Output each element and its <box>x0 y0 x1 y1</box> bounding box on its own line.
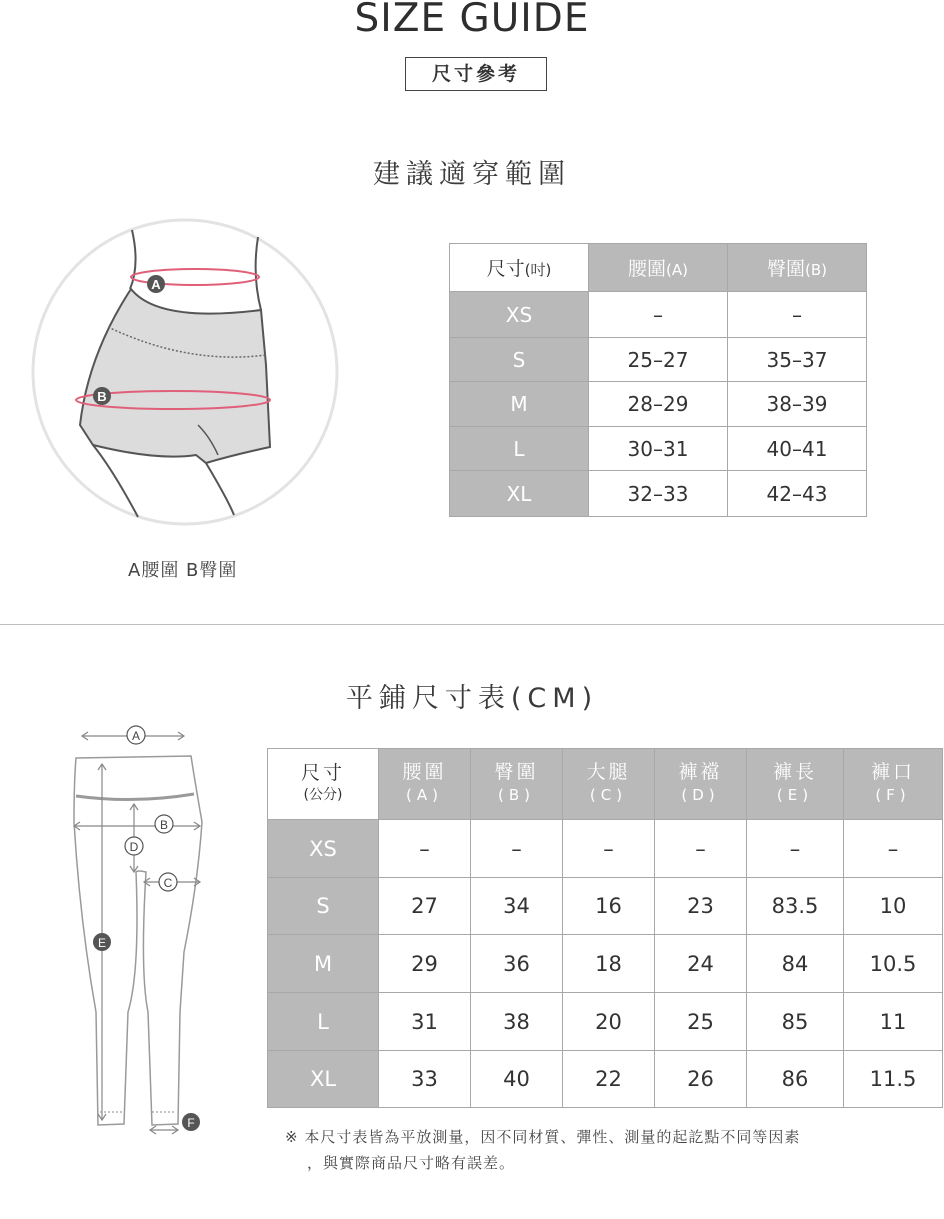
size-label: S <box>268 878 379 935</box>
table-row <box>450 382 867 427</box>
marker-c: C <box>163 876 173 890</box>
table-row <box>268 1051 943 1108</box>
table2-header-hem: 褲口 (F) <box>844 749 943 820</box>
size-label: XS <box>450 292 589 338</box>
table-row <box>450 292 867 338</box>
page-subtitle: 尺寸參考 <box>405 57 547 91</box>
table-cell: – <box>589 292 728 338</box>
table-cell: 28–29 <box>589 382 728 427</box>
size-label: M <box>450 382 589 427</box>
table-cell: 11 <box>844 993 943 1051</box>
note-line-1: ※ 本尺寸表皆為平放測量，因不同材質、彈性、測量的起訖點不同等因素 <box>285 1128 801 1146</box>
size-label: M <box>268 935 379 993</box>
section1-title: 建議適穿範圍 <box>373 159 571 190</box>
size-label: S <box>450 338 589 382</box>
table-cell: 25–27 <box>589 338 728 382</box>
table-cell: 25 <box>655 993 747 1051</box>
table1-header-waist: 腰圍(A) <box>589 244 728 292</box>
table-cell: 10.5 <box>844 935 943 993</box>
table-cell: – <box>747 820 844 878</box>
table-row <box>450 427 867 471</box>
table-cell: 31 <box>379 993 471 1051</box>
table-cell: 32–33 <box>589 471 728 517</box>
table-cell: 38 <box>471 993 563 1051</box>
diagram-caption: A腰圍 B臀圍 <box>128 560 238 581</box>
table-cell: 26 <box>655 1051 747 1108</box>
table2-corner: 尺寸 (公分) <box>268 749 379 820</box>
table-cell: 38–39 <box>728 382 867 427</box>
marker-b: B <box>97 389 107 404</box>
table-cell: 24 <box>655 935 747 993</box>
table-cell: 85 <box>747 993 844 1051</box>
table-cell: – <box>655 820 747 878</box>
leggings-diagram <box>60 722 220 1142</box>
table-row <box>268 993 943 1051</box>
table-cell: 83.5 <box>747 878 844 935</box>
marker-a: A <box>131 729 141 743</box>
section-divider <box>0 624 944 625</box>
table-row <box>268 935 943 993</box>
table-row <box>268 820 943 878</box>
table-cell: 20 <box>563 993 655 1051</box>
note-line-2: ，與實際商品尺寸略有誤差。 <box>307 1154 516 1172</box>
table2-header-thigh: 大腿 (C) <box>563 749 655 820</box>
marker-b: B <box>159 818 169 832</box>
table1-header-hip: 臀圍(B) <box>728 244 867 292</box>
marker-f: F <box>187 1116 195 1130</box>
table2-header-rise: 褲襠 (D) <box>655 749 747 820</box>
table-cell: 42–43 <box>728 471 867 517</box>
measurement-note <box>285 1124 800 1176</box>
size-label: XS <box>268 820 379 878</box>
table2-header-waist: 腰圍 (A) <box>379 749 471 820</box>
marker-a: A <box>151 277 161 292</box>
size-label: XL <box>450 471 589 517</box>
table-cell: 23 <box>655 878 747 935</box>
table2-header-length: 褲長 (E) <box>747 749 844 820</box>
table-cell: 86 <box>747 1051 844 1108</box>
page-title: SIZE GUIDE <box>354 0 590 41</box>
table-cell: – <box>844 820 943 878</box>
table-cell: – <box>728 292 867 338</box>
table-row <box>450 338 867 382</box>
table2-header-hip: 臀圍 (B) <box>471 749 563 820</box>
table-cell: – <box>379 820 471 878</box>
table-cell: 27 <box>379 878 471 935</box>
marker-d: D <box>129 840 139 854</box>
table-cell: 33 <box>379 1051 471 1108</box>
table-cell: – <box>471 820 563 878</box>
cm-size-table <box>267 748 943 1108</box>
table-cell: 34 <box>471 878 563 935</box>
size-label: L <box>450 427 589 471</box>
waist-hip-diagram <box>28 215 344 531</box>
table-row <box>268 878 943 935</box>
table-cell: 29 <box>379 935 471 993</box>
table-cell: 22 <box>563 1051 655 1108</box>
table-cell: – <box>563 820 655 878</box>
table-cell: 16 <box>563 878 655 935</box>
table-cell: 84 <box>747 935 844 993</box>
size-label: XL <box>268 1051 379 1108</box>
table-cell: 40–41 <box>728 427 867 471</box>
section2-title: 平鋪尺寸表(CM) <box>345 683 599 714</box>
table-cell: 30–31 <box>589 427 728 471</box>
table-cell: 36 <box>471 935 563 993</box>
marker-e: E <box>97 936 107 950</box>
table-cell: 18 <box>563 935 655 993</box>
table-cell: 11.5 <box>844 1051 943 1108</box>
table-cell: 10 <box>844 878 943 935</box>
table1-corner: 尺寸(吋) <box>450 244 589 292</box>
table-cell: 35–37 <box>728 338 867 382</box>
size-label: L <box>268 993 379 1051</box>
inch-size-table <box>449 243 867 517</box>
table-cell: 40 <box>471 1051 563 1108</box>
table-row <box>450 471 867 517</box>
